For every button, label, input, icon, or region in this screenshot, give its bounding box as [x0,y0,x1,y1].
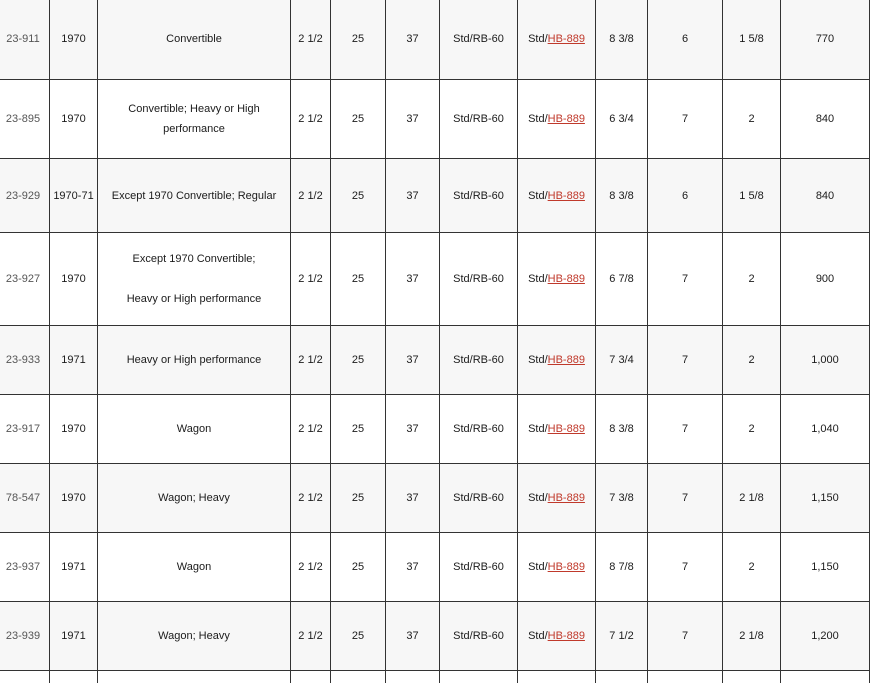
year: 1971 [50,533,98,602]
application-line: performance [101,119,287,139]
application-line: Wagon; Heavy [101,626,287,646]
col-b: 25 [331,80,386,159]
col-c: 37 [386,395,440,464]
col-h: 1 5/8 [723,0,781,80]
col-f: 7 3/4 [596,326,648,395]
col-e-prefix: Std/ [528,561,548,573]
table-cell-empty [596,671,648,683]
col-b: 25 [331,533,386,602]
table-cell-empty [518,671,596,683]
col-g: 7 [648,80,723,159]
year: 1970 [50,0,98,80]
col-b: 25 [331,395,386,464]
table-cell-empty [291,671,331,683]
part-number: 23-933 [0,326,50,395]
col-f: 8 3/8 [596,395,648,464]
weight: 1,150 [781,464,870,533]
application [98,0,291,80]
weight: 1,000 [781,326,870,395]
part-number: 78-547 [0,464,50,533]
table-row [0,159,870,233]
col-a: 2 1/2 [291,533,331,602]
table-row [0,533,870,602]
table-cell-empty [648,671,723,683]
application [98,533,291,602]
col-d: Std/RB-60 [440,602,518,671]
col-g: 6 [648,0,723,80]
col-e [518,464,596,533]
col-c: 37 [386,326,440,395]
table-cell-empty [440,671,518,683]
col-e-prefix: Std/ [528,113,548,125]
part-number: 23-895 [0,80,50,159]
weight: 770 [781,0,870,80]
table-cell-empty [331,671,386,683]
col-g: 7 [648,602,723,671]
col-d: Std/RB-60 [440,326,518,395]
application [98,464,291,533]
application-line: Wagon [101,557,287,577]
application-line: Wagon; Heavy [101,488,287,508]
weight: 1,200 [781,602,870,671]
col-h: 2 [723,233,781,326]
application-line: Except 1970 Convertible; Regular [101,186,287,206]
table-cell-empty [723,671,781,683]
table-row [0,0,870,80]
table-row [0,395,870,464]
col-f: 8 3/8 [596,0,648,80]
part-number: 23-939 [0,602,50,671]
col-e-prefix: Std/ [528,273,548,285]
application [98,80,291,159]
col-e-prefix: Std/ [528,630,548,642]
col-h: 2 [723,395,781,464]
application [98,159,291,233]
application-line: Convertible [101,29,287,49]
col-e [518,326,596,395]
col-e [518,80,596,159]
col-f: 6 7/8 [596,233,648,326]
table-row [0,464,870,533]
col-a: 2 1/2 [291,326,331,395]
year: 1970 [50,464,98,533]
col-c: 37 [386,602,440,671]
table-cell-empty [98,671,291,683]
col-g: 7 [648,395,723,464]
col-e-prefix: Std/ [528,423,548,435]
col-d: Std/RB-60 [440,159,518,233]
table-row [0,233,870,326]
col-e-prefix: Std/ [528,33,548,45]
col-e [518,233,596,326]
application-line: Except 1970 Convertible; [101,249,287,269]
part-number: 23-929 [0,159,50,233]
application-gap [101,269,287,289]
part-number: 23-917 [0,395,50,464]
col-d: Std/RB-60 [440,533,518,602]
part-link[interactable]: HB-889 [548,561,585,573]
table-cell-empty [386,671,440,683]
col-e [518,0,596,80]
col-c: 37 [386,233,440,326]
part-link[interactable]: HB-889 [548,630,585,642]
weight: 840 [781,159,870,233]
col-a: 2 1/2 [291,0,331,80]
col-g: 7 [648,464,723,533]
col-d: Std/RB-60 [440,233,518,326]
part-link[interactable]: HB-889 [548,492,585,504]
weight: 900 [781,233,870,326]
year: 1970 [50,233,98,326]
col-a: 2 1/2 [291,80,331,159]
col-g: 6 [648,159,723,233]
col-b: 25 [331,464,386,533]
part-link[interactable]: HB-889 [548,354,585,366]
col-a: 2 1/2 [291,395,331,464]
application [98,326,291,395]
application [98,233,291,326]
col-a: 2 1/2 [291,233,331,326]
application-line: Convertible; Heavy or High [101,99,287,119]
col-f: 7 3/8 [596,464,648,533]
col-g: 7 [648,326,723,395]
col-h: 2 1/8 [723,602,781,671]
col-c: 37 [386,80,440,159]
col-b: 25 [331,326,386,395]
weight: 1,040 [781,395,870,464]
col-e [518,395,596,464]
application [98,602,291,671]
col-d: Std/RB-60 [440,80,518,159]
col-f: 8 3/8 [596,159,648,233]
col-e [518,533,596,602]
col-b: 25 [331,0,386,80]
col-b: 25 [331,233,386,326]
col-c: 37 [386,533,440,602]
col-c: 37 [386,0,440,80]
col-e [518,159,596,233]
col-c: 37 [386,464,440,533]
col-h: 1 5/8 [723,159,781,233]
col-f: 7 1/2 [596,602,648,671]
col-a: 2 1/2 [291,464,331,533]
part-link[interactable]: HB-889 [548,423,585,435]
part-link[interactable]: HB-889 [548,33,585,45]
col-e-prefix: Std/ [528,190,548,202]
col-b: 25 [331,602,386,671]
application [98,395,291,464]
col-g: 7 [648,233,723,326]
table-row [0,80,870,159]
table-cell-empty [781,671,870,683]
col-b: 25 [331,159,386,233]
col-h: 2 [723,326,781,395]
col-c: 37 [386,159,440,233]
part-link[interactable]: HB-889 [548,190,585,202]
table-cell-empty [50,671,98,683]
col-f: 6 3/4 [596,80,648,159]
part-link[interactable]: HB-889 [548,113,585,125]
col-h: 2 1/8 [723,464,781,533]
col-a: 2 1/2 [291,159,331,233]
col-e-prefix: Std/ [528,354,548,366]
col-e [518,602,596,671]
year: 1971 [50,326,98,395]
col-f: 8 7/8 [596,533,648,602]
weight: 840 [781,80,870,159]
part-number: 23-937 [0,533,50,602]
weight: 1,150 [781,533,870,602]
col-d: Std/RB-60 [440,0,518,80]
year: 1970 [50,80,98,159]
col-d: Std/RB-60 [440,395,518,464]
col-e-prefix: Std/ [528,492,548,504]
col-h: 2 [723,533,781,602]
part-number: 23-911 [0,0,50,80]
col-g: 7 [648,533,723,602]
part-number: 23-927 [0,233,50,326]
part-link[interactable]: HB-889 [548,273,585,285]
col-h: 2 [723,80,781,159]
table-row-partial [0,671,870,683]
year: 1970-71 [50,159,98,233]
col-d: Std/RB-60 [440,464,518,533]
application-line: Heavy or High performance [101,350,287,370]
application-line: Heavy or High performance [101,289,287,309]
application-line: Wagon [101,419,287,439]
table-cell-empty [0,671,50,683]
table-row [0,602,870,671]
table-row [0,326,870,395]
col-a: 2 1/2 [291,602,331,671]
year: 1970 [50,395,98,464]
year: 1971 [50,602,98,671]
